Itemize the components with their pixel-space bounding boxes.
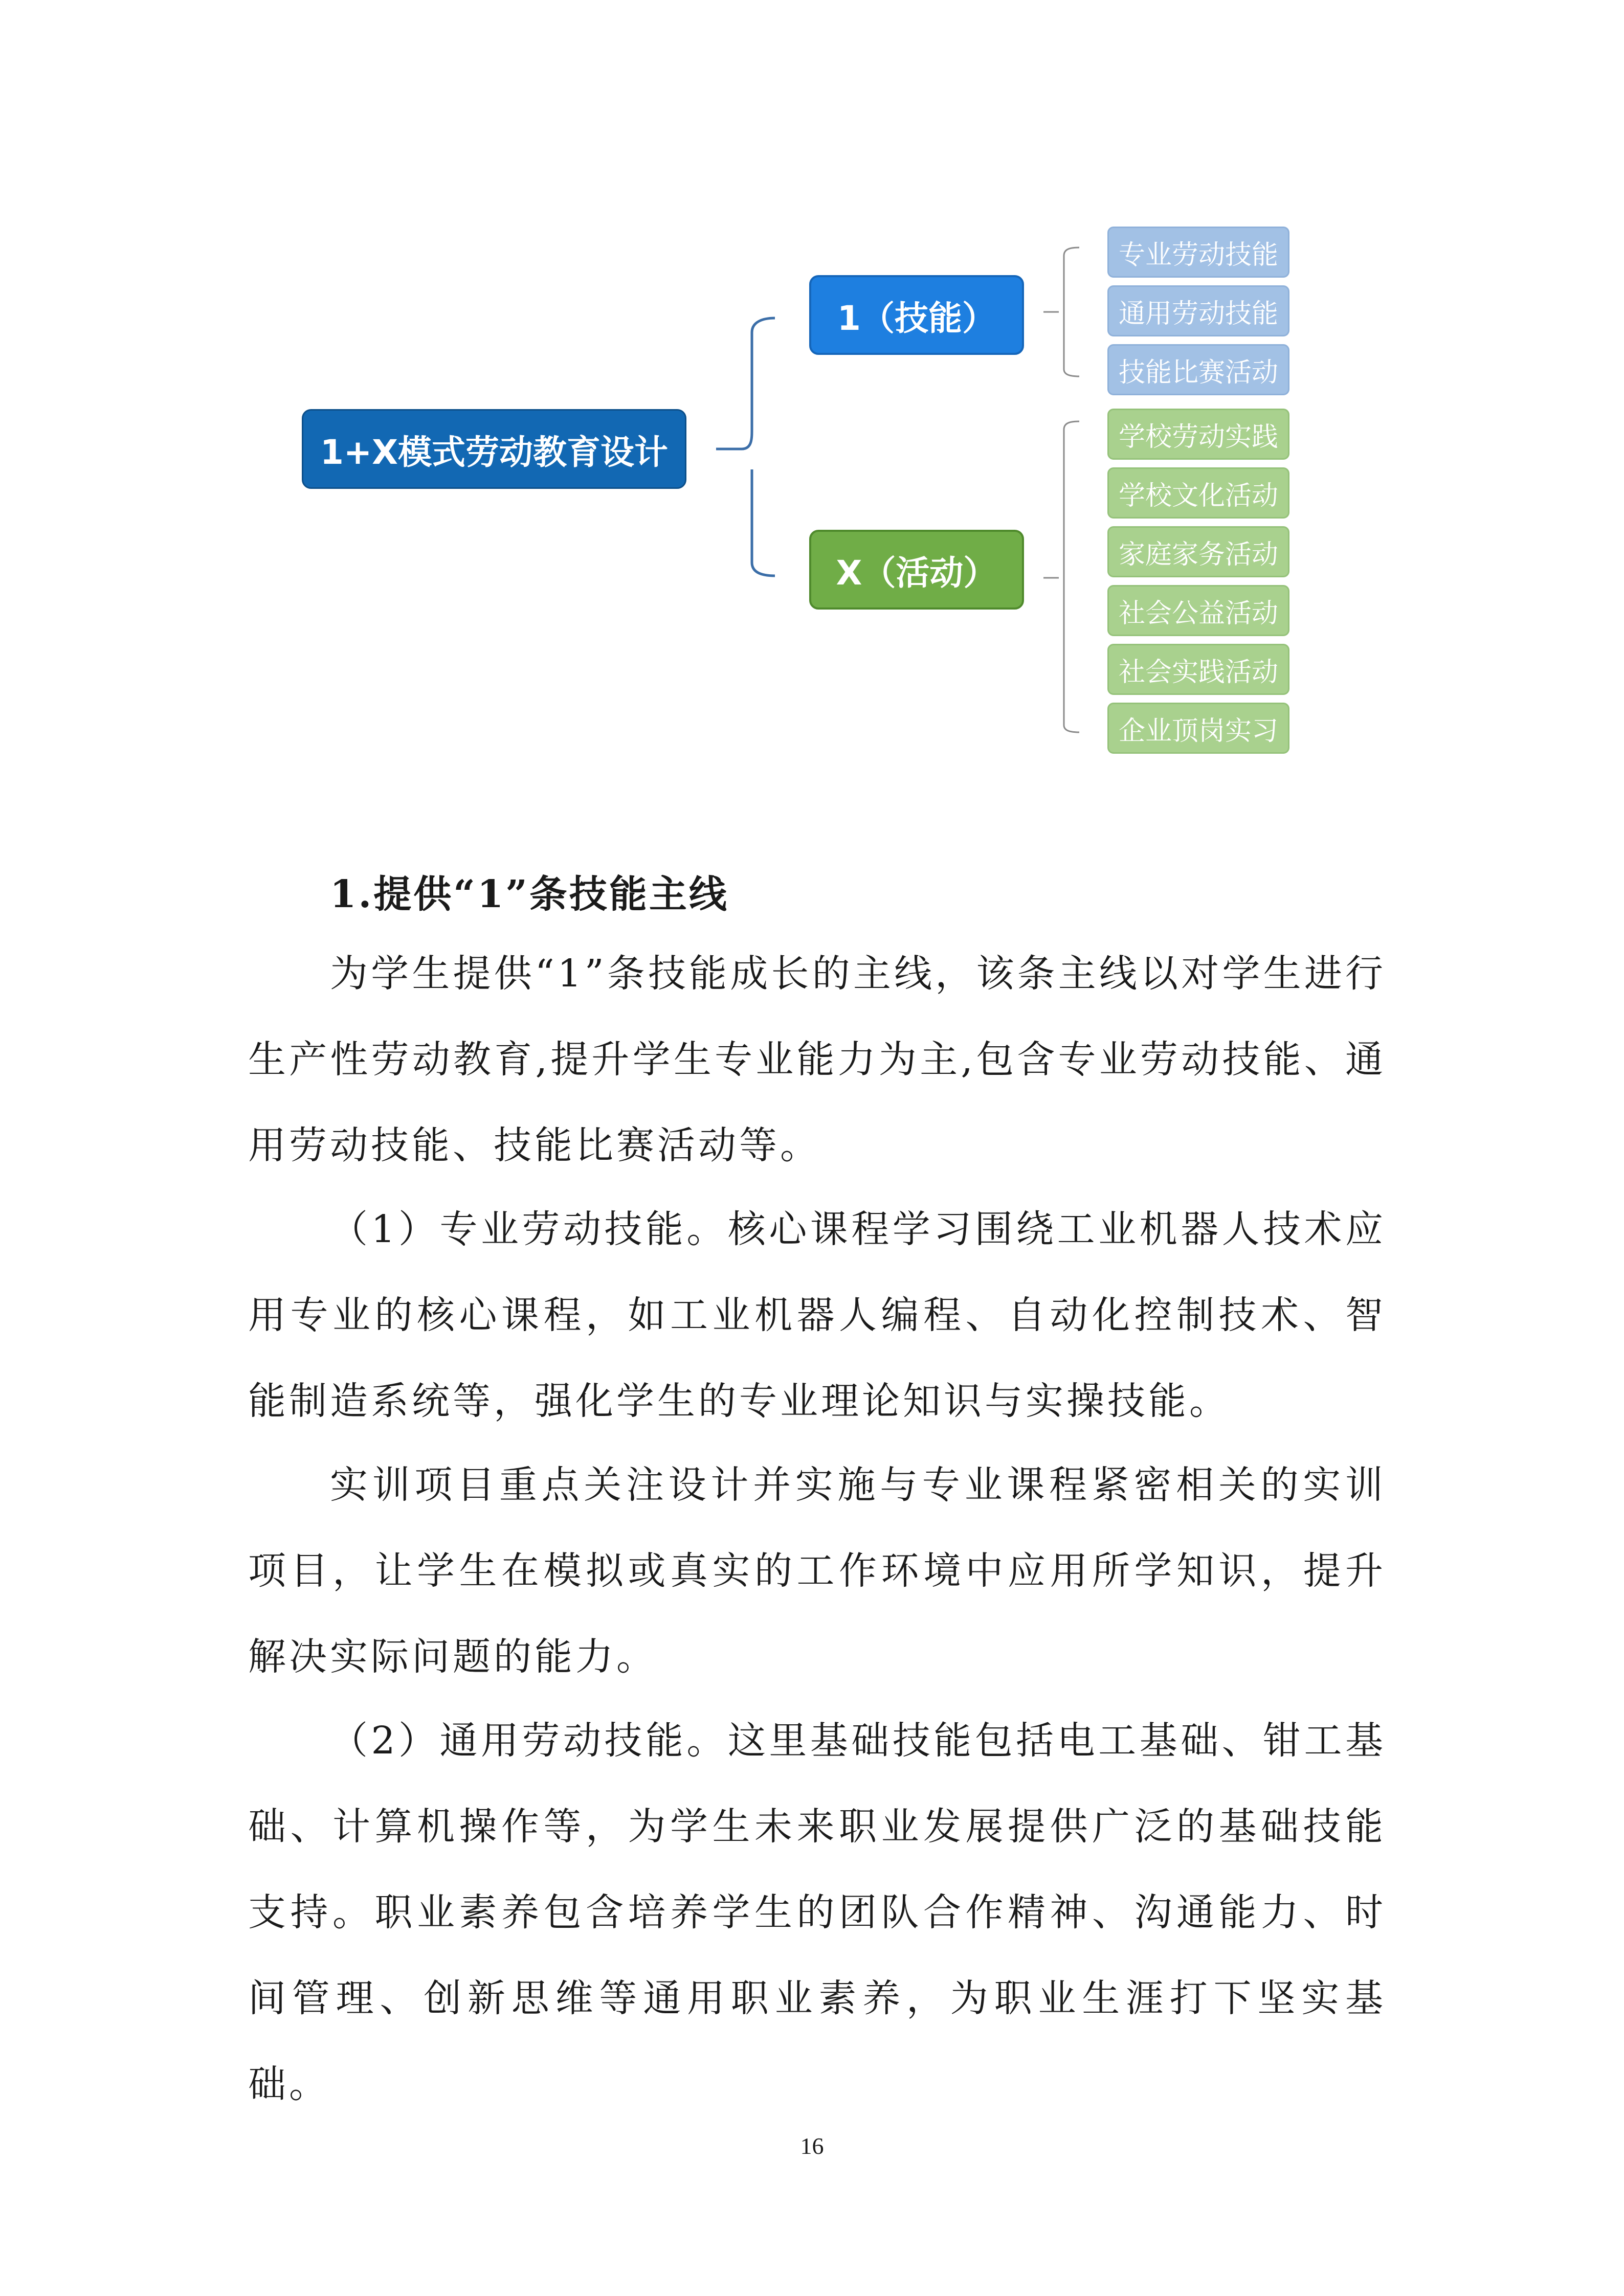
section-heading: 1.提供“1”条技能主线 [330, 872, 729, 916]
page-number: 16 [800, 2133, 824, 2159]
activity-leaf-public-welfare: 社会公益活动 [1107, 585, 1289, 636]
paragraph-general-skills: （2）通用劳动技能。这里基础技能包括电工基础、钳工基础、计算机操作等，为学生未来职业发展提供广泛的基础技能支持。职业素养包含培养学生的团队合作精神、沟通能力、时间管理、创新思维等通用职业素养，为职业生涯打下坚实基础。 [248, 1719, 1386, 2106]
activities-bracket [1043, 421, 1079, 732]
activities-node: X（活动） [809, 530, 1024, 610]
paragraph-training-projects: 实训项目重点关注设计并实施与专业课程紧密相关的实训项目，让学生在模拟或真实的工作环境中应用所学知识，提升解决实际问题的能力。 [248, 1463, 1386, 1679]
skill-leaf-general: 通用劳动技能 [1107, 285, 1289, 336]
skill-leaf-competition: 技能比赛活动 [1107, 344, 1289, 395]
paragraph-professional-skills: （1）专业劳动技能。核心课程学习围绕工业机器人技术应用专业的核心课程，如工业机器人编程、自动化控制技术、智能制造系统等，强化学生的专业理论知识与实操技能。 [248, 1207, 1386, 1423]
root-node: 1+X模式劳动教育设计 [302, 409, 686, 489]
activity-leaf-school-culture: 学校文化活动 [1107, 467, 1289, 519]
root-bracket [716, 318, 775, 576]
paragraph-intro: 为学生提供“1”条技能成长的主线，该条主线以对学生进行生产性劳动教育,提升学生专业能力为主,包含专业劳动技能、通用劳动技能、技能比赛活动等。 [248, 952, 1386, 1167]
activity-leaf-internship: 企业顶岗实习 [1107, 703, 1289, 754]
mind-map-diagram [0, 0, 1624, 777]
skills-node: 1（技能） [809, 275, 1024, 355]
activity-leaf-housework: 家庭家务活动 [1107, 526, 1289, 577]
activity-leaf-school-practice: 学校劳动实践 [1107, 409, 1289, 460]
skill-leaf-professional: 专业劳动技能 [1107, 227, 1289, 278]
skills-bracket [1043, 247, 1079, 376]
diagram-connectors [0, 0, 1624, 777]
activity-leaf-social-practice: 社会实践活动 [1107, 644, 1289, 695]
